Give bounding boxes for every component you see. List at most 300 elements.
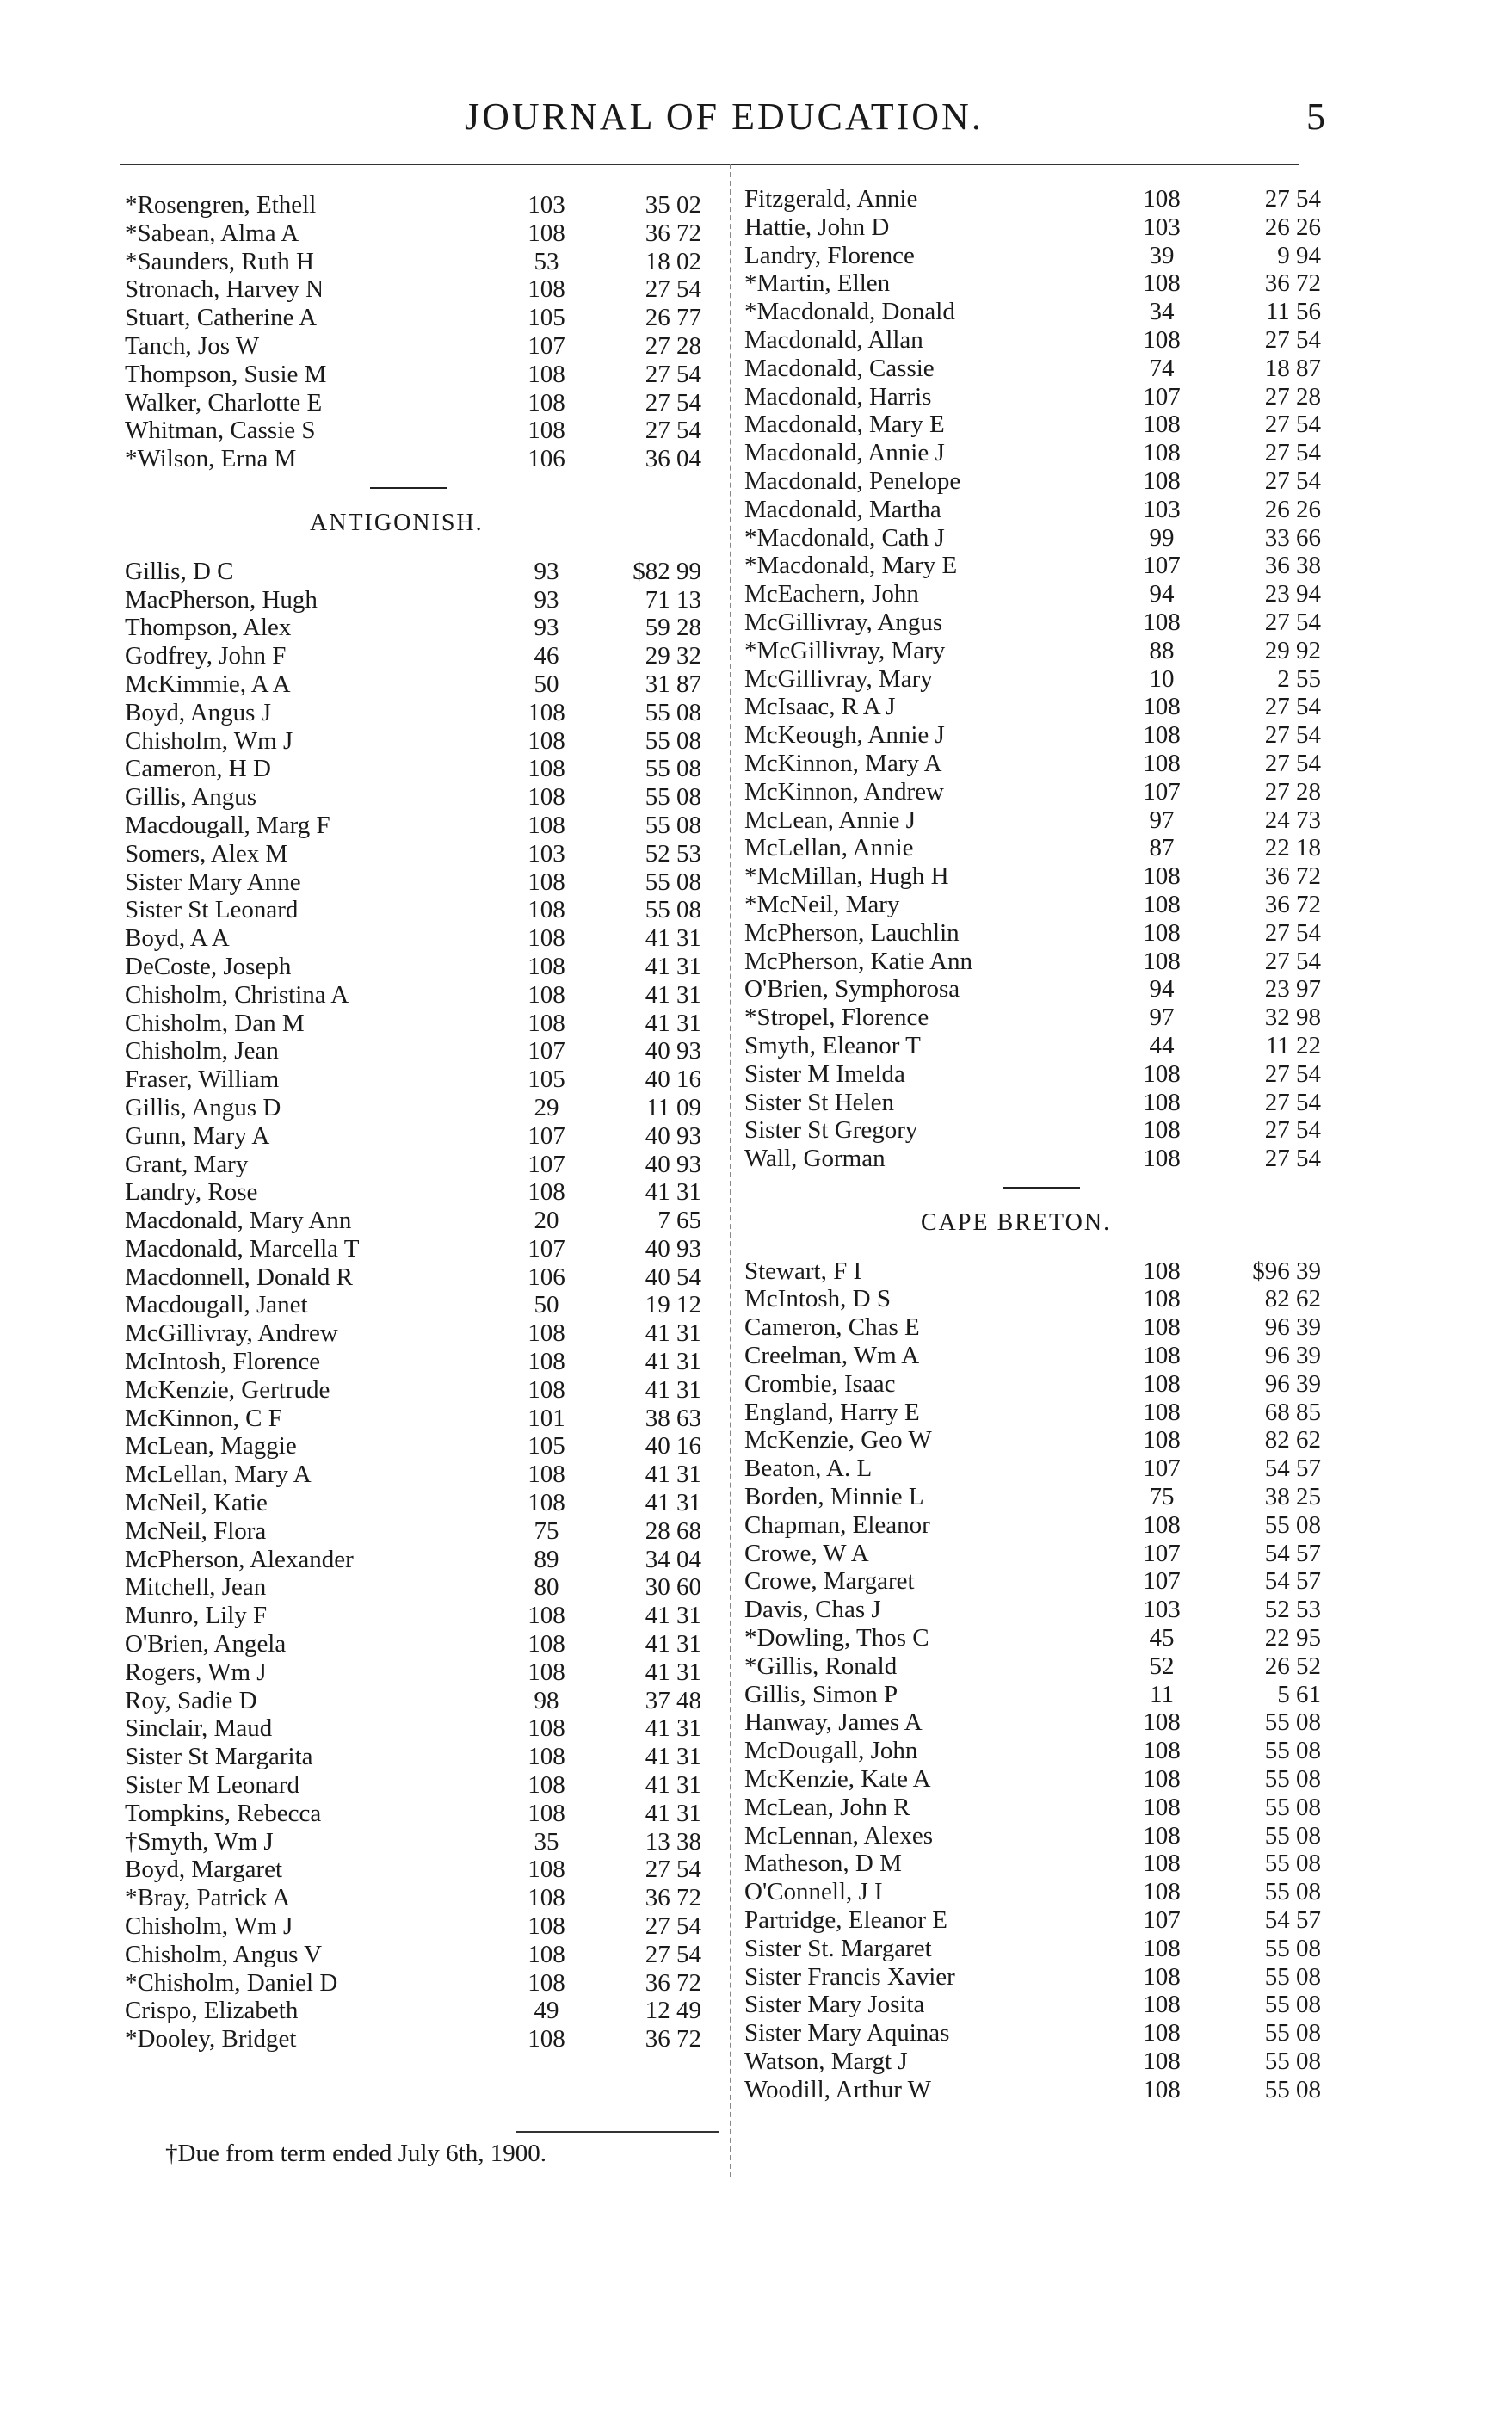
list-item — [125, 417, 719, 445]
list-item — [744, 1116, 1338, 1145]
list-item — [744, 439, 1338, 467]
entry-days: 74 — [1149, 354, 1175, 382]
entry-name: Sister St. Margaret — [744, 1934, 932, 1962]
entry-days: 108 — [1143, 947, 1181, 975]
entry-days: 108 — [1143, 1116, 1181, 1145]
entry-days: 108 — [1143, 1059, 1181, 1088]
entry-days: 108 — [528, 1940, 565, 1968]
entry-amount: 41 31 — [645, 1461, 701, 1489]
left-column — [125, 191, 719, 2054]
entry-amount: 36 72 — [645, 219, 701, 247]
entry-amount: 40 54 — [645, 1263, 701, 1291]
entry-name: Thompson, Susie M — [125, 360, 327, 388]
entry-days: 108 — [528, 755, 565, 783]
list-item — [125, 1037, 719, 1065]
list-item — [125, 1941, 719, 1969]
cape-breton-list — [744, 1257, 1338, 2104]
entry-amount: 27 54 — [1264, 325, 1321, 354]
footnote: †Due from term ended July 6th, 1900. — [165, 2140, 546, 2167]
entry-amount: 33 66 — [1264, 523, 1321, 552]
entry-name: McPherson, Lauchlin — [744, 918, 960, 947]
entry-amount: 52 53 — [645, 839, 701, 868]
entry-amount: 26 26 — [1264, 495, 1321, 523]
entry-name: McKinnon, C F — [125, 1404, 282, 1432]
entry-days: 99 — [1149, 523, 1175, 552]
list-item — [744, 1313, 1338, 1342]
list-item — [744, 1624, 1338, 1652]
entry-days: 39 — [1149, 241, 1175, 269]
list-item — [125, 699, 719, 727]
entry-amount: 27 54 — [1264, 439, 1321, 467]
entry-amount: 40 93 — [645, 1037, 701, 1065]
entry-days: 108 — [528, 924, 565, 953]
entry-name: Cameron, H D — [125, 755, 271, 783]
entry-days: 108 — [528, 1630, 565, 1658]
section-rule — [744, 1173, 1338, 1201]
entry-amount: 36 72 — [1264, 269, 1321, 298]
entry-amount: 36 72 — [1264, 862, 1321, 891]
entry-amount: 11 56 — [1265, 298, 1321, 326]
list-item — [125, 1122, 719, 1151]
list-item — [744, 411, 1338, 439]
entry-name: Rogers, Wm J — [125, 1658, 267, 1686]
entry-amount: 23 94 — [1264, 580, 1321, 608]
list-item — [125, 868, 719, 897]
entry-amount: 41 31 — [645, 1658, 701, 1686]
entry-name: O'Brien, Symphorosa — [744, 975, 960, 1004]
list-item — [125, 1856, 719, 1884]
entry-name: McKenzie, Geo W — [744, 1426, 932, 1454]
entry-days: 108 — [528, 360, 565, 388]
entry-name: Chisholm, Wm J — [125, 1912, 293, 1941]
entry-amount: 55 08 — [645, 698, 701, 726]
entry-days: 50 — [534, 1291, 559, 1319]
entry-name: Macdonald, Cassie — [744, 354, 935, 382]
list-item — [125, 1235, 719, 1263]
entry-name: Tanch, Jos W — [125, 331, 260, 360]
entry-amount: 41 31 — [645, 1714, 701, 1743]
entry-name: Landry, Rose — [125, 1178, 258, 1207]
entry-days: 108 — [1143, 1088, 1181, 1116]
entry-amount: 54 57 — [1264, 1539, 1321, 1567]
entry-days: 106 — [528, 445, 565, 473]
list-item — [125, 727, 719, 756]
list-item — [125, 1178, 719, 1207]
list-item — [125, 304, 719, 332]
entry-name: Thompson, Alex — [125, 614, 292, 642]
entry-amount: 27 54 — [1264, 1116, 1321, 1145]
entry-amount: 55 08 — [1264, 1510, 1321, 1539]
list-item — [125, 332, 719, 361]
entry-days: 108 — [1143, 1257, 1181, 1285]
entry-name: Chisholm, Dan M — [125, 1009, 305, 1037]
entry-amount: 27 54 — [645, 417, 701, 445]
entry-amount: 23 97 — [1264, 975, 1321, 1004]
entry-days: 108 — [1143, 608, 1181, 636]
entry-days: 108 — [1143, 862, 1181, 891]
entry-days: 34 — [1149, 298, 1175, 326]
entry-name: Crowe, W A — [744, 1539, 869, 1567]
entry-days: 97 — [1149, 806, 1175, 834]
entry-amount: 27 54 — [645, 1856, 701, 1884]
list-item — [744, 467, 1338, 496]
entry-name: Tompkins, Rebecca — [125, 1799, 322, 1827]
entry-days: 108 — [1143, 693, 1181, 721]
entry-days: 29 — [534, 1093, 559, 1121]
entry-name: McLennan, Alexes — [744, 1821, 934, 1850]
entry-amount: 34 04 — [645, 1545, 701, 1573]
entry-days: 88 — [1149, 636, 1175, 664]
entry-days: 108 — [1143, 1821, 1181, 1850]
entry-days: 98 — [534, 1686, 559, 1714]
entry-days: 108 — [1143, 1369, 1181, 1398]
entry-amount: 27 54 — [1264, 1145, 1321, 1173]
list-item — [125, 1884, 719, 1912]
entry-days: 105 — [528, 1432, 565, 1461]
entry-amount: 18 02 — [645, 247, 701, 275]
entry-name: Sister M Leonard — [125, 1771, 299, 1800]
list-item — [744, 1540, 1338, 1568]
entry-name: Grant, Mary — [125, 1150, 249, 1178]
entry-amount: 22 95 — [1264, 1624, 1321, 1652]
entry-amount: 55 08 — [1264, 2075, 1321, 2103]
entry-days: 106 — [528, 1263, 565, 1291]
entry-amount: 41 31 — [645, 924, 701, 953]
entry-amount: 55 08 — [1264, 2047, 1321, 2075]
entry-days: 108 — [1143, 1342, 1181, 1370]
list-item — [744, 1567, 1338, 1596]
entry-days: 107 — [1143, 382, 1181, 411]
entry-name: Gillis, Simon P — [744, 1680, 898, 1708]
entry-name: Whitman, Cassie S — [125, 417, 316, 445]
list-item — [744, 1454, 1338, 1483]
list-item — [744, 383, 1338, 411]
list-item — [125, 361, 719, 389]
entry-name: Macdougall, Janet — [125, 1291, 308, 1319]
entry-name: Stewart, F I — [744, 1257, 862, 1285]
entry-amount: 38 63 — [645, 1404, 701, 1432]
entry-amount: 27 54 — [1264, 693, 1321, 721]
list-item — [125, 1151, 719, 1179]
entry-days: 108 — [528, 1968, 565, 1997]
entry-amount: 55 08 — [645, 783, 701, 812]
entry-amount: 55 08 — [645, 896, 701, 924]
entry-days: 108 — [1143, 721, 1181, 750]
entry-name: *Gillis, Ronald — [744, 1652, 898, 1680]
list-item — [125, 586, 719, 615]
list-item — [125, 1405, 719, 1433]
entry-days: 107 — [1143, 777, 1181, 806]
entry-days: 75 — [534, 1516, 559, 1545]
entry-name: *Stropel, Florence — [744, 1004, 929, 1032]
entry-days: 108 — [1143, 466, 1181, 495]
entry-days: 108 — [1143, 439, 1181, 467]
entry-days: 108 — [528, 980, 565, 1009]
entry-amount: 29 32 — [645, 642, 701, 670]
entry-days: 108 — [1143, 1285, 1181, 1313]
entry-name: McKeough, Annie J — [744, 721, 945, 750]
entry-name: Smyth, Eleanor T — [744, 1031, 921, 1059]
entry-days: 108 — [1143, 1850, 1181, 1878]
list-item — [744, 975, 1338, 1004]
entry-amount: 55 08 — [1264, 1708, 1321, 1737]
entry-name: McLellan, Annie — [744, 834, 914, 862]
entry-days: 103 — [1143, 213, 1181, 241]
entry-amount: 41 31 — [645, 1375, 701, 1404]
entry-name: Macdonnell, Donald R — [125, 1263, 353, 1291]
entry-days: 108 — [1143, 269, 1181, 298]
entry-name: Fitzgerald, Annie — [744, 185, 918, 213]
entry-name: Sister Mary Josita — [744, 1991, 925, 2019]
entry-name: McGillivray, Andrew — [125, 1319, 338, 1348]
antigonish-list — [125, 558, 719, 2054]
entry-name: McGillivray, Mary — [744, 664, 933, 693]
list-item — [744, 1991, 1338, 2019]
entry-amount: 40 93 — [645, 1121, 701, 1150]
entry-name: McLean, Annie J — [744, 806, 916, 834]
entry-name: Wall, Gorman — [744, 1145, 886, 1173]
entry-amount: 55 08 — [1264, 1737, 1321, 1765]
entry-amount: 31 87 — [645, 670, 701, 698]
section-rule — [125, 473, 719, 502]
entry-amount: 55 08 — [645, 726, 701, 755]
list-item — [125, 1432, 719, 1461]
entry-amount: 82 62 — [1264, 1285, 1321, 1313]
list-item — [744, 608, 1338, 637]
list-item — [744, 269, 1338, 298]
entry-name: Macdonald, Annie J — [744, 439, 945, 467]
list-item — [125, 642, 719, 670]
entry-days: 94 — [1149, 975, 1175, 1004]
entry-amount: 27 28 — [645, 331, 701, 360]
entry-amount: 54 57 — [1264, 1906, 1321, 1935]
entry-days: 52 — [1149, 1652, 1175, 1680]
list-item — [744, 1370, 1338, 1399]
list-item — [125, 248, 719, 276]
list-item — [744, 2076, 1338, 2104]
entry-amount: 27 54 — [645, 1940, 701, 1968]
entry-amount: 2 55 — [1277, 664, 1321, 693]
entry-amount: 26 26 — [1264, 213, 1321, 241]
entry-days: 108 — [1143, 1793, 1181, 1821]
entry-name: Davis, Chas J — [744, 1596, 881, 1624]
entry-amount: 32 98 — [1264, 1004, 1321, 1032]
list-item — [744, 1850, 1338, 1878]
entry-days: 108 — [1143, 890, 1181, 918]
entry-name: McNeil, Flora — [125, 1516, 267, 1545]
list-item — [744, 1511, 1338, 1540]
section-heading-cape-breton: CAPE BRETON. — [921, 1208, 1112, 1236]
list-item — [125, 558, 719, 586]
entry-name: *Chisholm, Daniel D — [125, 1968, 338, 1997]
entry-name: Sister Francis Xavier — [744, 1962, 955, 1991]
entry-amount: 68 85 — [1264, 1398, 1321, 1426]
entry-days: 107 — [528, 1150, 565, 1178]
entry-name: MacPherson, Hugh — [125, 585, 318, 614]
list-item — [125, 1517, 719, 1546]
entry-amount: 27 28 — [1264, 382, 1321, 411]
entry-name: Macdonald, Martha — [744, 495, 941, 523]
entry-amount: 55 08 — [1264, 1821, 1321, 1850]
entry-amount: 13 38 — [645, 1827, 701, 1856]
list-item — [125, 1602, 719, 1630]
list-item — [744, 1906, 1338, 1935]
entry-name: *Macdonald, Cath J — [744, 523, 945, 552]
entry-days: 103 — [528, 839, 565, 868]
entry-name: Boyd, Angus J — [125, 698, 272, 726]
entry-amount: 41 31 — [645, 1743, 701, 1771]
entry-amount: 36 72 — [1264, 890, 1321, 918]
entry-days: 75 — [1149, 1483, 1175, 1511]
list-item — [125, 1630, 719, 1658]
list-item — [125, 1771, 719, 1800]
entry-days: 45 — [1149, 1624, 1175, 1652]
entry-name: *Martin, Ellen — [744, 269, 891, 298]
list-item — [744, 1399, 1338, 1427]
entry-amount: 40 16 — [645, 1065, 701, 1094]
entry-days: 107 — [1143, 1567, 1181, 1596]
page-header — [120, 86, 1325, 155]
entry-name: Roy, Sadie D — [125, 1686, 257, 1714]
entry-amount: 55 08 — [1264, 1850, 1321, 1878]
list-item — [744, 355, 1338, 383]
list-item — [125, 896, 719, 924]
entry-amount: 55 08 — [645, 811, 701, 839]
entry-amount: 26 52 — [1264, 1652, 1321, 1680]
journal-title: JOURNAL OF EDUCATION. — [465, 96, 984, 138]
entry-days: 94 — [1149, 580, 1175, 608]
header-rule — [120, 164, 1299, 165]
right-top-list — [744, 185, 1338, 1173]
entry-amount: 27 54 — [645, 1912, 701, 1941]
list-item — [125, 755, 719, 783]
list-item — [125, 1489, 719, 1517]
entry-amount: 41 31 — [645, 1630, 701, 1658]
entry-name: McPherson, Alexander — [125, 1545, 354, 1573]
entry-amount: 36 38 — [1264, 552, 1321, 580]
entry-days: 108 — [528, 1799, 565, 1827]
entry-amount: 41 31 — [645, 980, 701, 1009]
list-item — [125, 1263, 719, 1292]
entry-name: Macdonald, Marcella T — [125, 1234, 360, 1263]
entry-name: Mitchell, Jean — [125, 1573, 267, 1602]
entry-days: 108 — [528, 1178, 565, 1207]
list-item — [125, 1743, 719, 1771]
entry-name: Chapman, Eleanor — [744, 1510, 930, 1539]
list-item — [744, 1708, 1338, 1737]
entry-amount: 29 92 — [1264, 636, 1321, 664]
entry-name: Sister St Margarita — [125, 1743, 313, 1771]
entry-days: 49 — [534, 1997, 559, 2025]
entry-amount: 28 68 — [645, 1516, 701, 1545]
entry-name: *Wilson, Erna M — [125, 445, 297, 473]
entry-days: 108 — [528, 896, 565, 924]
entry-amount: 12 49 — [645, 1997, 701, 2025]
list-item — [744, 1765, 1338, 1794]
list-item — [125, 1969, 719, 1998]
entry-days: 108 — [1143, 2075, 1181, 2103]
list-item — [744, 1483, 1338, 1511]
list-item — [744, 552, 1338, 580]
entry-days: 108 — [528, 1771, 565, 1800]
entry-name: McGillivray, Angus — [744, 608, 943, 636]
entry-days: 108 — [528, 275, 565, 304]
entry-name: Macdonald, Allan — [744, 325, 923, 354]
entry-amount: 27 54 — [1264, 185, 1321, 213]
entry-days: 108 — [1143, 1878, 1181, 1906]
entry-name: Crowe, Margaret — [744, 1567, 915, 1596]
entry-days: 105 — [528, 304, 565, 332]
entry-name: Macdonald, Penelope — [744, 466, 961, 495]
list-item — [125, 670, 719, 699]
entry-amount: 55 08 — [1264, 1962, 1321, 1991]
entry-days: 108 — [1143, 1145, 1181, 1173]
list-item — [744, 891, 1338, 919]
entry-amount: 27 54 — [1264, 466, 1321, 495]
list-item — [125, 219, 719, 248]
entry-name: *Bray, Patrick A — [125, 1884, 291, 1912]
entry-name: Fraser, William — [125, 1065, 280, 1094]
list-item — [744, 1285, 1338, 1313]
entry-days: 107 — [1143, 1906, 1181, 1935]
list-item — [744, 1257, 1338, 1286]
entry-days: 108 — [1143, 1313, 1181, 1342]
list-item — [125, 1348, 719, 1376]
entry-days: 108 — [528, 1319, 565, 1348]
list-item — [125, 275, 719, 304]
entry-name: O'Brien, Angela — [125, 1630, 287, 1658]
entry-name: Somers, Alex M — [125, 839, 288, 868]
entry-amount: 55 08 — [1264, 1991, 1321, 2019]
entry-name: Sister Mary Aquinas — [744, 2019, 950, 2047]
entry-amount: 36 04 — [645, 445, 701, 473]
entry-name: Beaton, A. L — [744, 1454, 873, 1483]
list-item — [744, 778, 1338, 806]
entry-days: 108 — [1143, 918, 1181, 947]
list-item — [125, 1546, 719, 1574]
column-divider — [730, 164, 731, 2177]
entry-amount: 40 16 — [645, 1432, 701, 1461]
entry-days: 108 — [528, 1348, 565, 1376]
entry-name: Boyd, A A — [125, 924, 230, 953]
entry-amount: 5 61 — [1277, 1680, 1321, 1708]
entry-name: Hattie, John D — [744, 213, 890, 241]
entry-name: Sister M Imelda — [744, 1059, 905, 1088]
entry-amount: $82 99 — [633, 557, 701, 585]
entry-amount: 41 31 — [645, 952, 701, 980]
entry-amount: 54 57 — [1264, 1567, 1321, 1596]
entry-days: 108 — [1143, 1765, 1181, 1794]
entry-name: DeCoste, Joseph — [125, 952, 292, 980]
entry-name: McLellan, Mary A — [125, 1461, 312, 1489]
page-number: 5 — [1306, 96, 1325, 138]
list-item — [744, 185, 1338, 213]
entry-amount: 82 62 — [1264, 1426, 1321, 1454]
entry-amount: 27 54 — [1264, 1088, 1321, 1116]
list-item — [125, 614, 719, 642]
entry-name: Landry, Florence — [744, 241, 915, 269]
entry-amount: 7 65 — [657, 1207, 701, 1235]
list-item — [125, 1658, 719, 1687]
entry-days: 89 — [534, 1545, 559, 1573]
entry-name: McLean, John R — [744, 1793, 910, 1821]
entry-days: 108 — [528, 698, 565, 726]
entry-name: Borden, Minnie L — [744, 1483, 924, 1511]
entry-name: Matheson, D M — [744, 1850, 902, 1878]
entry-name: McLean, Maggie — [125, 1432, 297, 1461]
entry-name: Chisholm, Christina A — [125, 980, 349, 1009]
list-item — [125, 840, 719, 868]
